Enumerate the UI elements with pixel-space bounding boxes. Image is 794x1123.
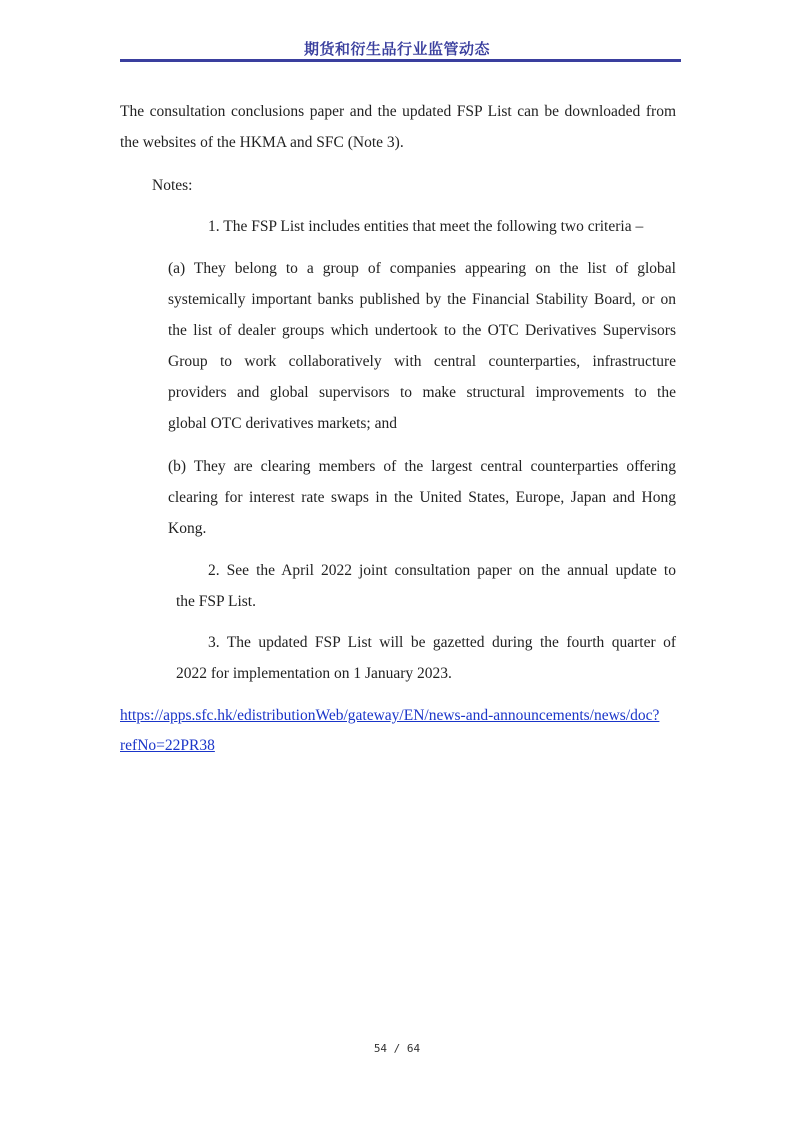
criterion-b — [168, 451, 676, 544]
criterion-b-line-3: Kong. — [168, 520, 207, 537]
criterion-a-line-4: Group to work collaboratively with central counterparties, infrastructure — [168, 353, 676, 370]
intro-line-2: the websites of the HKMA and SFC (Note 3). — [120, 134, 404, 151]
criterion-b-line-2: clearing for interest rate swaps in the United States, Europe, Japan and Hong — [168, 489, 676, 506]
intro-paragraph — [120, 96, 676, 158]
criterion-b-line-1: (b) They are clearing members of the largest central counterparties offering — [168, 458, 676, 475]
note-1-text: 1. The FSP List includes entities that meet the following two criteria – — [208, 218, 644, 235]
note-2-line-1: 2. See the April 2022 joint consultation paper on the annual update to — [208, 562, 676, 579]
note-1 — [208, 211, 668, 242]
source-link-line-1[interactable]: https://apps.sfc.hk/edistributionWeb/gateway/EN/news-and-announcements/news/doc? — [120, 707, 660, 724]
note-2 — [176, 555, 676, 617]
note-3 — [176, 627, 676, 689]
header-divider — [120, 59, 681, 62]
criterion-a-line-2: systemically important banks published by the Financial Stability Board, or on — [168, 291, 676, 308]
criterion-a-line-1: (a) They belong to a group of companies appearing on the list of global — [168, 260, 676, 277]
page-number: 54 / 64 — [373, 1042, 421, 1055]
notes-label: Notes: — [152, 177, 193, 194]
criterion-a — [168, 253, 676, 439]
criterion-a-line-3: the list of dealer groups which undertook to the OTC Derivatives Supervisors — [168, 322, 676, 339]
source-link[interactable] — [120, 701, 676, 761]
note-2-line-2: the FSP List. — [176, 593, 256, 610]
intro-line-1: The consultation conclusions paper and the updated FSP List can be downloaded from — [120, 103, 676, 120]
criterion-a-line-5: providers and global supervisors to make structural improvements to the — [168, 384, 676, 401]
header-title: 期货和衍生品行业监管动态 — [303, 40, 490, 58]
note-3-line-2: 2022 for implementation on 1 January 2023. — [176, 665, 452, 682]
note-3-line-1: 3. The updated FSP List will be gazetted during the fourth quarter of — [208, 634, 676, 651]
criterion-a-line-6: global OTC derivatives markets; and — [168, 415, 397, 432]
source-link-line-2[interactable]: refNo=22PR38 — [120, 737, 215, 754]
